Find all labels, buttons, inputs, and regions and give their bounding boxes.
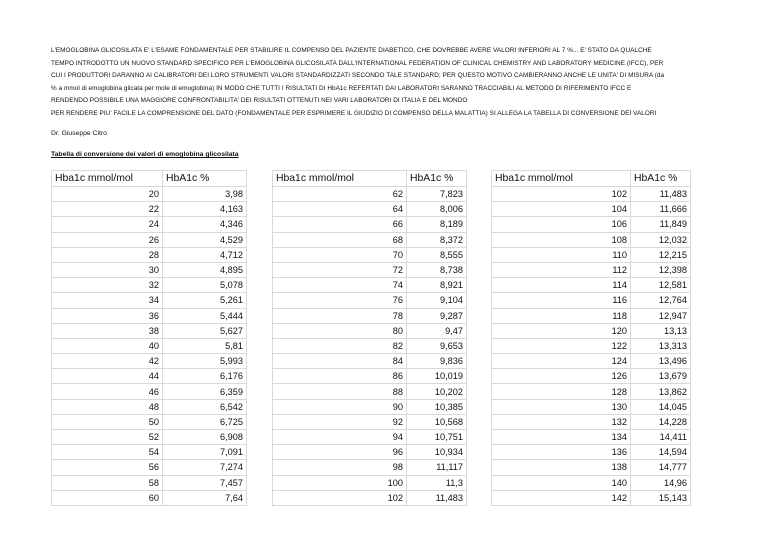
table-row — [492, 414, 691, 429]
intro-line: % a mmol di emoglobina glicata per mole di emoglobina) IN MODO CHE TUTTI I RISULTATI DI HbA1c REFERTATI DAI LABORATORI SARANNO TRACCIABILI AL METODO DI RIFERIMENTO IFCC E — [51, 84, 632, 92]
percent-value: 14,411 — [631, 430, 691, 445]
table-row — [52, 369, 247, 384]
percent-value: 14,777 — [631, 460, 691, 475]
table-row — [273, 323, 467, 338]
percent-value: 7,457 — [163, 475, 247, 490]
percent-value: 4,895 — [163, 262, 247, 277]
percent-value: 10,751 — [407, 430, 467, 445]
mmol-value: 72 — [273, 262, 407, 277]
percent-value: 11,666 — [631, 202, 691, 217]
table-row — [492, 384, 691, 399]
percent-value: 6,908 — [163, 430, 247, 445]
header-mmol: Hba1c mmol/mol — [492, 171, 631, 187]
mmol-value: 106 — [492, 217, 631, 232]
mmol-value: 138 — [492, 460, 631, 475]
percent-value: 14,594 — [631, 445, 691, 460]
mmol-value: 122 — [492, 338, 631, 353]
table-row — [52, 475, 247, 490]
mmol-value: 130 — [492, 399, 631, 414]
percent-value: 5,993 — [163, 354, 247, 369]
table-row — [52, 308, 247, 323]
percent-value: 5,444 — [163, 308, 247, 323]
table-row — [492, 369, 691, 384]
table-row — [492, 354, 691, 369]
table-row — [492, 323, 691, 338]
table-row — [273, 354, 467, 369]
table-row — [492, 475, 691, 490]
mmol-value: 24 — [52, 217, 163, 232]
table-row — [273, 338, 467, 353]
table-row — [273, 430, 467, 445]
percent-value: 13,313 — [631, 338, 691, 353]
intro-line: PER RENDERE PIU' FACILE LA COMPRENSIONE DEL DATO (FONDAMENTALE PER ESPRIMERE IL GIUDIZIO DI COMPENSO DELLA MALATTIA) SI ALLEGA LA TABELLA DI CONVERSIONE DEI VALORI — [51, 109, 657, 117]
mmol-value: 126 — [492, 369, 631, 384]
table-row — [492, 232, 691, 247]
mmol-value: 28 — [52, 247, 163, 262]
conversion-table-3 — [491, 170, 691, 506]
mmol-value: 102 — [273, 490, 407, 505]
percent-value: 4,163 — [163, 202, 247, 217]
mmol-value: 142 — [492, 490, 631, 505]
mmol-value: 120 — [492, 323, 631, 338]
mmol-value: 58 — [52, 475, 163, 490]
percent-value: 7,823 — [407, 187, 467, 202]
table-row — [52, 445, 247, 460]
table-row — [52, 293, 247, 308]
mmol-value: 124 — [492, 354, 631, 369]
table-row — [52, 262, 247, 277]
percent-value: 8,738 — [407, 262, 467, 277]
mmol-value: 102 — [492, 187, 631, 202]
percent-value: 11,117 — [407, 460, 467, 475]
table-row — [273, 232, 467, 247]
percent-value: 14,228 — [631, 414, 691, 429]
mmol-value: 90 — [273, 399, 407, 414]
percent-value: 11,849 — [631, 217, 691, 232]
mmol-value: 34 — [52, 293, 163, 308]
intro-text — [51, 45, 711, 121]
table-row — [273, 475, 467, 490]
mmol-value: 48 — [52, 399, 163, 414]
table-row — [52, 232, 247, 247]
table-row — [492, 278, 691, 293]
intro-line: TEMPO INTRODOTTO UN NUOVO STANDARD SPECIFICO PER L'EMOGLOBINA GLICOSILATA DALL'INTERNATIONAL FEDERATION OF CLINICAL CHEMISTRY AND LABORATORY MEDICINE (IFCC), PER — [51, 59, 664, 67]
mmol-value: 74 — [273, 278, 407, 293]
table-row — [273, 399, 467, 414]
mmol-value: 108 — [492, 232, 631, 247]
mmol-value: 62 — [273, 187, 407, 202]
table-row — [273, 187, 467, 202]
percent-value: 8,555 — [407, 247, 467, 262]
table-row — [492, 262, 691, 277]
percent-value: 8,006 — [407, 202, 467, 217]
mmol-value: 110 — [492, 247, 631, 262]
table-row — [492, 187, 691, 202]
percent-value: 12,215 — [631, 247, 691, 262]
mmol-value: 116 — [492, 293, 631, 308]
percent-value: 13,862 — [631, 384, 691, 399]
table-row — [273, 384, 467, 399]
percent-value: 12,398 — [631, 262, 691, 277]
table-row — [273, 202, 467, 217]
table-row — [273, 369, 467, 384]
mmol-value: 68 — [273, 232, 407, 247]
percent-value: 14,96 — [631, 475, 691, 490]
table-row — [492, 247, 691, 262]
table-row — [52, 399, 247, 414]
percent-value: 10,568 — [407, 414, 467, 429]
intro-line: L'EMOGLOBINA GLICOSILATA E' L'ESAME FONDAMENTALE PER STABILIRE IL COMPENSO DEL PAZIENTE DIABETICO, CHE DOVREBBE AVERE VALORI INFERIORI AL 7 %... E' STATO DA QUALCHE — [51, 47, 652, 54]
mmol-value: 96 — [273, 445, 407, 460]
table-row — [492, 338, 691, 353]
percent-value: 13,13 — [631, 323, 691, 338]
table-row — [492, 308, 691, 323]
table-row — [52, 384, 247, 399]
mmol-value: 20 — [52, 187, 163, 202]
percent-value: 4,712 — [163, 247, 247, 262]
mmol-value: 114 — [492, 278, 631, 293]
mmol-value: 42 — [52, 354, 163, 369]
mmol-value: 76 — [273, 293, 407, 308]
percent-value: 6,359 — [163, 384, 247, 399]
mmol-value: 136 — [492, 445, 631, 460]
table-title: Tabella di conversione dei valori di emoglobina glicosilata — [51, 151, 239, 158]
table-row — [52, 247, 247, 262]
percent-value: 14,045 — [631, 399, 691, 414]
mmol-value: 92 — [273, 414, 407, 429]
percent-value: 9,653 — [407, 338, 467, 353]
table-row — [273, 308, 467, 323]
percent-value: 11,483 — [407, 490, 467, 505]
percent-value: 5,078 — [163, 278, 247, 293]
mmol-value: 118 — [492, 308, 631, 323]
percent-value: 9,287 — [407, 308, 467, 323]
mmol-value: 80 — [273, 323, 407, 338]
table-row — [492, 430, 691, 445]
header-percent: HbA1c % — [631, 171, 691, 187]
percent-value: 8,921 — [407, 278, 467, 293]
table-row — [492, 445, 691, 460]
mmol-value: 50 — [52, 414, 163, 429]
table-row — [52, 323, 247, 338]
intro-line: RENDENDO POSSIBILE UNA MAGGIORE CONFRONTABILITA' DEI RISULTATI OTTENUTI NEI VARI LABORATORI DI ITALIA E DEL MONDO — [51, 97, 468, 105]
percent-value: 4,529 — [163, 232, 247, 247]
table-row — [52, 202, 247, 217]
mmol-value: 70 — [273, 247, 407, 262]
mmol-value: 64 — [273, 202, 407, 217]
mmol-value: 84 — [273, 354, 407, 369]
percent-value: 12,581 — [631, 278, 691, 293]
table-row — [52, 187, 247, 202]
header-mmol: Hba1c mmol/mol — [52, 171, 163, 187]
percent-value: 13,496 — [631, 354, 691, 369]
conversion-table-2 — [272, 170, 467, 506]
mmol-value: 112 — [492, 262, 631, 277]
percent-value: 6,176 — [163, 369, 247, 384]
percent-value: 3,98 — [163, 187, 247, 202]
mmol-value: 104 — [492, 202, 631, 217]
conversion-table-1 — [51, 170, 247, 506]
mmol-value: 60 — [52, 490, 163, 505]
mmol-value: 40 — [52, 338, 163, 353]
table-row — [492, 399, 691, 414]
percent-value: 12,947 — [631, 308, 691, 323]
table-row — [52, 278, 247, 293]
percent-value: 5,627 — [163, 323, 247, 338]
table-row — [52, 338, 247, 353]
percent-value: 10,934 — [407, 445, 467, 460]
mmol-value: 56 — [52, 460, 163, 475]
mmol-value: 44 — [52, 369, 163, 384]
table-row — [273, 414, 467, 429]
percent-value: 6,542 — [163, 399, 247, 414]
table-row — [273, 445, 467, 460]
table-row — [52, 490, 247, 505]
table-row — [52, 217, 247, 232]
percent-value: 9,47 — [407, 323, 467, 338]
percent-value: 11,483 — [631, 187, 691, 202]
intro-line: CUI I PRODUTTORI DARANNO AI CALIBRATORI DEI LORO STRUMENTI VALORI STANDARDIZZATI SECONDO TALE STANDARD; PER QUESTO MOTIVO CAMBIERANNO ANCHE LE UNITA' DI MISURA (da — [51, 72, 665, 80]
table-row — [52, 430, 247, 445]
mmol-value: 36 — [52, 308, 163, 323]
percent-value: 12,764 — [631, 293, 691, 308]
percent-value: 8,189 — [407, 217, 467, 232]
percent-value: 5,81 — [163, 338, 247, 353]
percent-value: 8,372 — [407, 232, 467, 247]
author-name: Dr. Giuseppe Citro — [51, 130, 107, 137]
table-row — [273, 278, 467, 293]
table-row — [273, 490, 467, 505]
table-row — [273, 293, 467, 308]
percent-value: 9,836 — [407, 354, 467, 369]
percent-value: 10,202 — [407, 384, 467, 399]
mmol-value: 30 — [52, 262, 163, 277]
mmol-value: 86 — [273, 369, 407, 384]
table-row — [492, 217, 691, 232]
mmol-value: 78 — [273, 308, 407, 323]
percent-value: 6,725 — [163, 414, 247, 429]
mmol-value: 132 — [492, 414, 631, 429]
table-row — [273, 247, 467, 262]
mmol-value: 46 — [52, 384, 163, 399]
percent-value: 10,385 — [407, 399, 467, 414]
table-row — [273, 460, 467, 475]
header-percent: HbA1c % — [407, 171, 467, 187]
mmol-value: 66 — [273, 217, 407, 232]
mmol-value: 82 — [273, 338, 407, 353]
mmol-value: 140 — [492, 475, 631, 490]
table-row — [52, 354, 247, 369]
header-mmol: Hba1c mmol/mol — [273, 171, 407, 187]
mmol-value: 26 — [52, 232, 163, 247]
table-row — [52, 460, 247, 475]
mmol-value: 88 — [273, 384, 407, 399]
percent-value: 9,104 — [407, 293, 467, 308]
mmol-value: 94 — [273, 430, 407, 445]
mmol-value: 38 — [52, 323, 163, 338]
mmol-value: 32 — [52, 278, 163, 293]
percent-value: 4,346 — [163, 217, 247, 232]
mmol-value: 54 — [52, 445, 163, 460]
table-row — [492, 202, 691, 217]
table-row — [273, 262, 467, 277]
percent-value: 13,679 — [631, 369, 691, 384]
table-row — [492, 460, 691, 475]
mmol-value: 98 — [273, 460, 407, 475]
header-percent: HbA1c % — [163, 171, 247, 187]
table-row — [273, 217, 467, 232]
table-row — [52, 414, 247, 429]
percent-value: 7,091 — [163, 445, 247, 460]
table-row — [492, 293, 691, 308]
mmol-value: 52 — [52, 430, 163, 445]
percent-value: 15,143 — [631, 490, 691, 505]
percent-value: 7,64 — [163, 490, 247, 505]
mmol-value: 22 — [52, 202, 163, 217]
mmol-value: 134 — [492, 430, 631, 445]
percent-value: 12,032 — [631, 232, 691, 247]
percent-value: 7,274 — [163, 460, 247, 475]
percent-value: 10,019 — [407, 369, 467, 384]
percent-value: 11,3 — [407, 475, 467, 490]
table-row — [492, 490, 691, 505]
mmol-value: 128 — [492, 384, 631, 399]
mmol-value: 100 — [273, 475, 407, 490]
percent-value: 5,261 — [163, 293, 247, 308]
